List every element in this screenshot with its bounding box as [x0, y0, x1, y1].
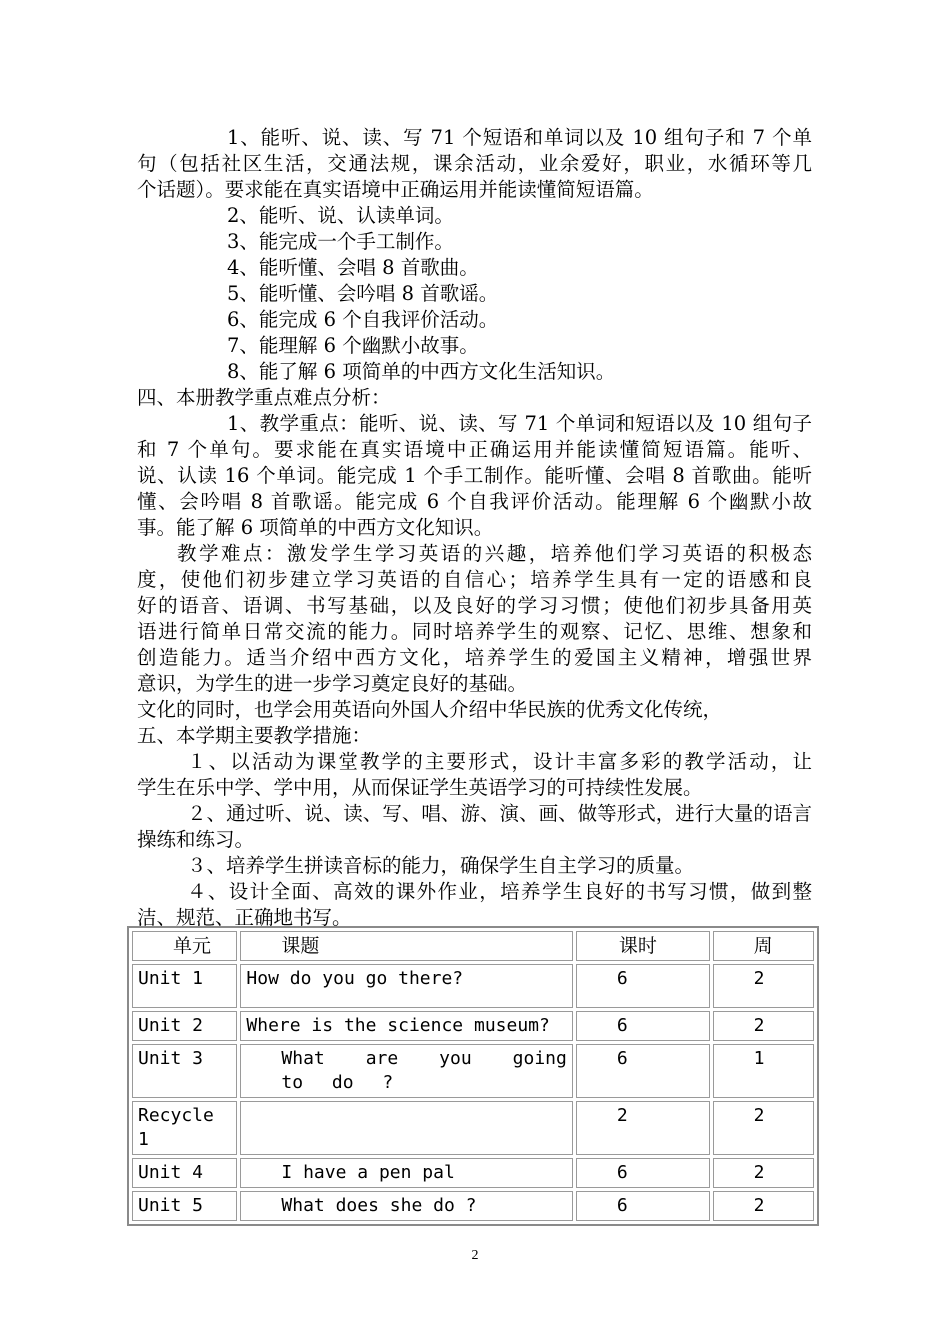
cell-unit: Unit 1 — [132, 964, 237, 1008]
para-line: 文化的同时，也学会用英语向外国人介绍中华民族的优秀文化传统， — [137, 698, 723, 721]
para-line: １、以活动为课堂教学的主要形式，设计丰富多彩的教学活动，让 — [187, 750, 812, 773]
cell-weeks: 2 — [713, 964, 814, 1008]
header-unit: 单元 — [132, 931, 237, 961]
para-line: 事。能了解 6 项简单的中西方文化知识。 — [137, 516, 494, 539]
para-line: 1、能听、说、读、写 71 个短语和单词以及 10 组句子和 7 个单 — [227, 126, 812, 149]
cell-hours: 6 — [576, 1158, 710, 1188]
para-line: 1、教学重点：能听、说、读、写 71 个单词和短语以及 10 组句子 — [227, 412, 812, 435]
para-line: 和 7 个单句。要求能在真实语境中正确运用并能读懂简短语篇。能听、 — [137, 438, 812, 461]
para-line: 5、能听懂、会吟唱 8 首歌谣。 — [227, 282, 499, 305]
para-line: 教学难点：激发学生学习英语的兴趣，培养他们学习英语的积极态 — [177, 542, 812, 565]
cell-hours: 6 — [576, 1191, 710, 1221]
para-line: 懂、会吟唱 8 首歌谣。能完成 6 个自我评价活动。能理解 6 个幽默小故 — [137, 490, 812, 513]
table-row — [132, 1158, 814, 1188]
cell-topic: What does she do ? — [240, 1191, 572, 1221]
cell-hours: 6 — [576, 1044, 710, 1098]
cell-topic: I have a pen pal — [240, 1158, 572, 1188]
cell-weeks: 2 — [713, 1158, 814, 1188]
para-line: 洁、规范、正确地书写。 — [137, 906, 352, 929]
cell-hours: 2 — [576, 1101, 710, 1155]
cell-topic: Where is the science museum? — [240, 1011, 572, 1041]
table-row — [132, 964, 814, 1008]
para-line: 说、认读 16 个单词。能完成 1 个手工制作。能听懂、会唱 8 首歌曲。能听 — [137, 464, 812, 487]
para-line: 4、能听懂、会唱 8 首歌曲。 — [227, 256, 479, 279]
para-line: 2、能听、说、认读单词。 — [227, 204, 454, 227]
para-line: 7、能理解 6 个幽默小故事。 — [227, 334, 479, 357]
cell-unit: Unit 2 — [132, 1011, 237, 1041]
para-line: 意识，为学生的进一步学习奠定良好的基础。 — [137, 672, 528, 695]
page-number: 2 — [471, 1248, 479, 1263]
para-line: 个话题）。要求能在真实语境中正确运用并能读懂简短语篇。 — [137, 178, 654, 201]
para-line: ４、设计全面、高效的课外作业，培养学生良好的书写习惯，做到整 — [187, 880, 812, 903]
para-line: 学生在乐中学、学中用，从而保证学生英语学习的可持续性发展。 — [137, 776, 703, 799]
cell-topic: What are you going to do ? — [240, 1044, 572, 1098]
header-hours: 课时 — [576, 931, 710, 961]
cell-weeks: 2 — [713, 1101, 814, 1155]
cell-topic — [240, 1101, 572, 1155]
table-row — [132, 1011, 814, 1041]
para-line: 语进行简单日常交流的能力。同时培养学生的观察、记忆、思维、想象和 — [137, 620, 812, 643]
table-header-row — [132, 931, 814, 961]
schedule-table — [127, 926, 819, 1226]
table-row — [132, 1101, 814, 1155]
cell-topic: How do you go there? — [240, 964, 572, 1008]
cell-weeks: 2 — [713, 1191, 814, 1221]
section-heading: 四、本册教学重点难点分析： — [137, 386, 391, 409]
para-line: 3、能完成一个手工制作。 — [227, 230, 454, 253]
table-row — [132, 1044, 814, 1098]
cell-hours: 6 — [576, 964, 710, 1008]
para-line: 创造能力。适当介绍中西方文化，培养学生的爱国主义精神，增强世界 — [137, 646, 812, 669]
cell-hours: 6 — [576, 1011, 710, 1041]
para-line: 句（包括社区生活，交通法规，课余活动，业余爱好，职业，水循环等几 — [137, 152, 812, 175]
cell-unit: Unit 5 — [132, 1191, 237, 1221]
header-topic: 课题 — [240, 931, 572, 961]
para-line: ３、培养学生拼读音标的能力，确保学生自主学习的质量。 — [187, 854, 695, 877]
para-line: ２、通过听、说、读、写、唱、游、演、画、做等形式，进行大量的语言 — [187, 802, 812, 825]
table-row — [132, 1191, 814, 1221]
para-line: 8、能了解 6 项简单的中西方文化生活知识。 — [227, 360, 616, 383]
para-line: 6、能完成 6 个自我评价活动。 — [227, 308, 499, 331]
cell-weeks: 2 — [713, 1011, 814, 1041]
cell-unit: Unit 4 — [132, 1158, 237, 1188]
cell-unit: Recycle 1 — [132, 1101, 237, 1155]
cell-unit: Unit 3 — [132, 1044, 237, 1098]
cell-weeks: 1 — [713, 1044, 814, 1098]
header-weeks: 周 — [713, 931, 814, 961]
para-line: 操练和练习。 — [137, 828, 255, 851]
para-line: 好的语音、语调、书写基础，以及良好的学习习惯；使他们初步具备用英 — [137, 594, 812, 617]
para-line: 度，使他们初步建立学习英语的自信心；培养学生具有一定的语感和良 — [137, 568, 812, 591]
section-heading: 五、本学期主要教学措施： — [137, 724, 372, 747]
